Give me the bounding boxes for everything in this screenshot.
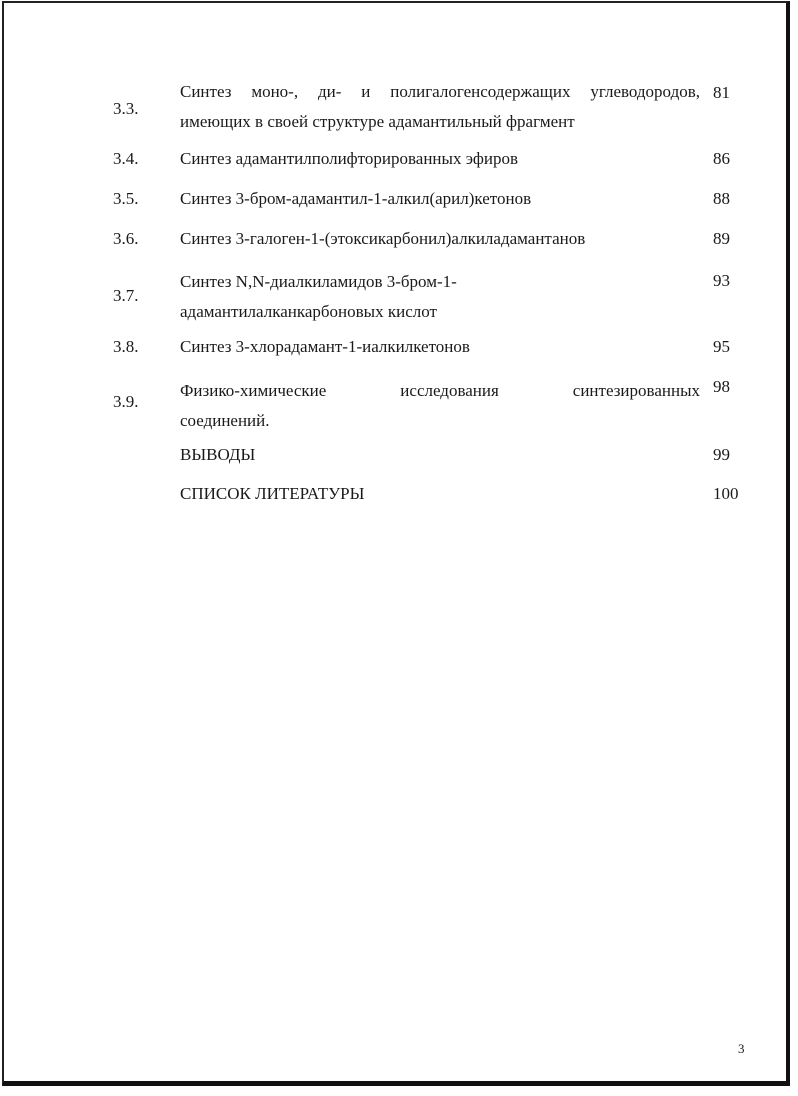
toc-entry-title: ВЫВОДЫ (180, 445, 256, 464)
toc-entry-number: 3.6. (113, 229, 139, 248)
toc-entry-title-line: имеющих в своей структуре адамантильный фрагмент (180, 112, 575, 131)
toc-entry-title: СПИСОК ЛИТЕРАТУРЫ (180, 484, 365, 503)
toc-entry-title: Синтез адамантилполифторированных эфиров (180, 149, 519, 168)
toc-entry-page: 98 (713, 377, 730, 396)
toc-entry-page: 100 (713, 484, 739, 503)
toc-entry-number: 3.8. (113, 337, 139, 356)
document-page (2, 1, 790, 1086)
toc-entry-title-line: Физико-химические исследования синтезированных (180, 381, 700, 400)
toc-entry-page: 93 (713, 271, 730, 290)
toc-entry-title-line: Синтез N,N-диалкиламидов 3-бром-1- (180, 272, 457, 291)
toc-entry-title-line: соединений. (180, 411, 270, 430)
toc-entry-page: 81 (713, 83, 730, 102)
toc-entry-title-line: Синтез моно-, ди- и полигалогенсодержащих углеводородов, (180, 82, 700, 101)
toc-entry-page: 86 (713, 149, 730, 168)
toc-entry-number: 3.3. (113, 99, 139, 118)
toc-entry-number: 3.5. (113, 189, 139, 208)
toc-entry-title (180, 376, 700, 436)
toc-entry-title: Синтез 3-галоген-1-(этоксикарбонил)алкиладамантанов (180, 229, 586, 248)
toc-entry-title (180, 267, 700, 327)
toc-entry-title (180, 77, 700, 137)
page-number: 3 (738, 1041, 745, 1056)
toc-entry-number: 3.4. (113, 149, 139, 168)
toc-entry-number: 3.9. (113, 392, 139, 411)
toc-entry-title: Синтез 3-хлорадамант-1-иалкилкетонов (180, 337, 470, 356)
toc-entry-number: 3.7. (113, 286, 139, 305)
toc-entry-page: 99 (713, 445, 730, 464)
toc-entry-page: 89 (713, 229, 730, 248)
toc-entry-page: 88 (713, 189, 730, 208)
toc-entry-page: 95 (713, 337, 730, 356)
toc-entry-title-line: адамантилалканкарбоновых кислот (180, 302, 437, 321)
toc-entry-title: Синтез 3-бром-адамантил-1-алкил(арил)кетонов (180, 189, 532, 208)
